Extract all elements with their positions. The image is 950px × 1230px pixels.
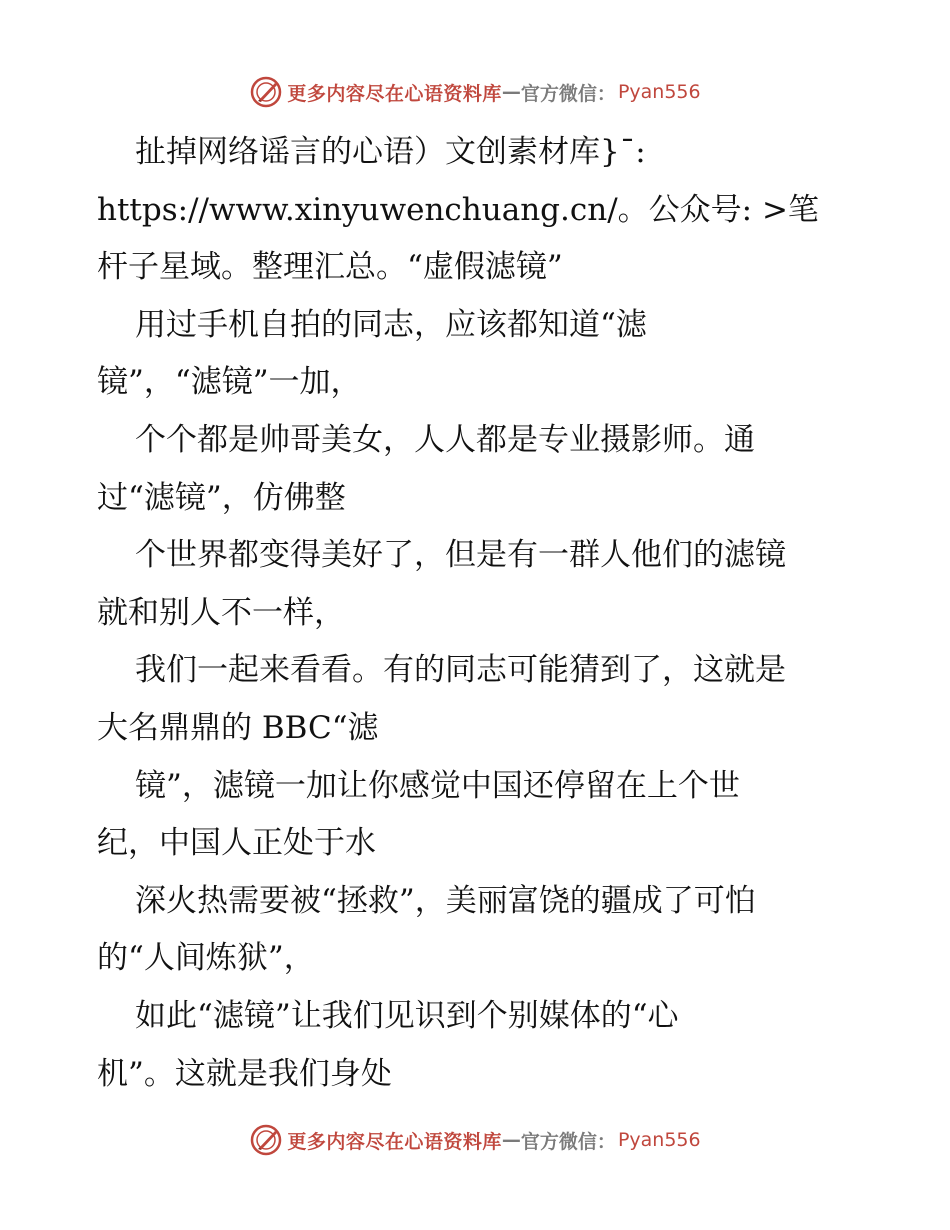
text-line: 我们一起来看看。有的同志可能猜到了，这就是 [135,652,786,689]
banner-wechat-id: Pyan556 [617,1129,701,1151]
banner-dash: — [501,81,521,103]
text-line: 大名鼎鼎的 BBC“滤 [97,709,379,746]
banner-wechat-label: 官方微信： [520,1130,616,1153]
text-line: 镜”，“滤镜”一加， [97,364,362,401]
text-line: 过“滤镜”，仿佛整 [97,479,346,516]
text-line: 用过手机自拍的同志，应该都知道“滤 [135,306,647,343]
text-line: 扯掉网络谣言的心语）文创素材库}¯: [135,134,646,170]
text-line: 的“人间炼狱”， [97,940,315,977]
text-line: 就和别人不一样， [97,594,345,631]
footer-watermark-banner [0,1120,950,1160]
header-watermark-banner [0,72,950,112]
banner-dash: — [501,1129,521,1151]
banner-wechat-label: 官方微信： [520,82,616,105]
text-line: 深火热需要被“拯救”，美丽富饶的疆成了可怕 [135,882,756,919]
banner-wechat-id: Pyan556 [617,81,701,103]
text-line: 机”。这就是我们身处 [97,1055,392,1092]
text-line: 个世界都变得美好了，但是有一群人他们的滤镜 [135,537,786,574]
text-line: 个个都是帅哥美女，人人都是专业摄影师。通 [135,421,755,458]
quill-seal-logo-icon [249,1123,283,1157]
quill-seal-logo-icon [249,75,283,109]
document-body [97,124,857,1103]
text-line: 镜”，滤镜一加让你感觉中国还停留在上个世 [135,767,740,804]
text-line: https://www.xinyuwenchuang.cn/。公众号: >笔 [97,191,819,228]
text-line: 杆子星域。整理汇总。“虚假滤镜” [97,249,563,286]
text-line: 如此“滤镜”让我们见识到个别媒体的“心 [135,997,679,1034]
text-line: 纪，中国人正处于水 [97,825,376,862]
banner-title: 更多内容尽在心语资料库 [287,82,502,105]
banner-title: 更多内容尽在心语资料库 [287,1130,502,1153]
